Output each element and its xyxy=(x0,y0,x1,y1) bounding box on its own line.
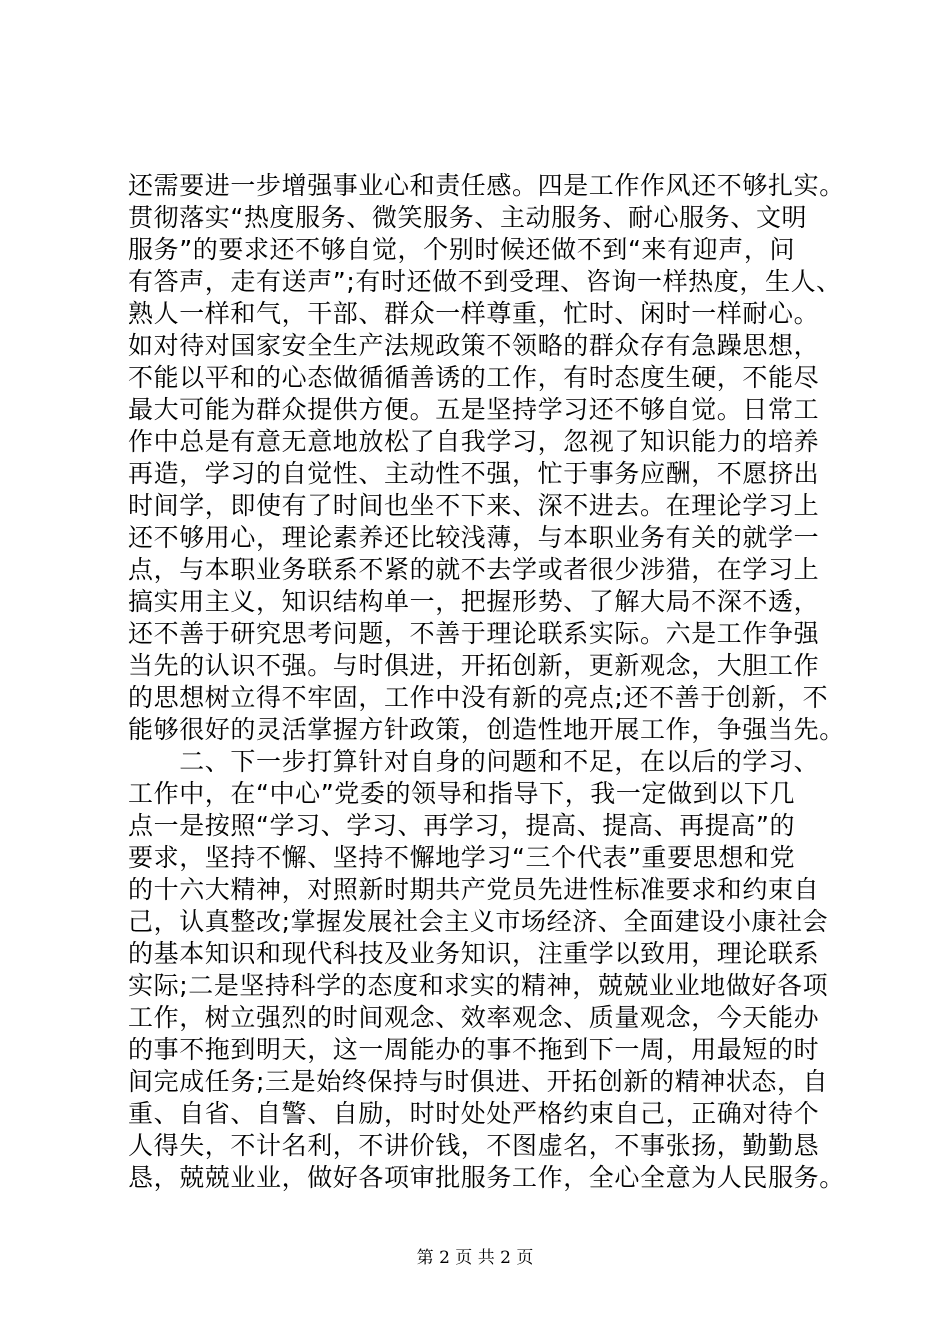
text-line: 搞实用主义，知识结构单一，把握形势、了解大局不深不透， xyxy=(128,587,820,616)
text-line: 的思想树立得不牢固，工作中没有新的亮点;还不善于创新，不 xyxy=(128,683,829,712)
text-line: 的十六大精神，对照新时期共产党员先进性标准要求和约束自 xyxy=(128,875,820,904)
text-line: 重、自省、自警、自励，时时处处严格约束自己，正确对待个 xyxy=(128,1099,820,1128)
text-line: 要求，坚持不懈、坚持不懈地学习“三个代表”重要思想和党 xyxy=(128,843,796,872)
text-line: 有答声，走有送声”;有时还做不到受理、咨询一样热度，生人、 xyxy=(128,267,842,296)
text-line: 点一是按照“学习、学习、再学习，提高、提高、再提高”的 xyxy=(128,811,796,840)
text-line: 能够很好的灵活掌握方针政策，创造性地开展工作，争强当先。 xyxy=(128,715,845,744)
text-line: 的事不拖到明天，这一周能办的事不拖到下一周，用最短的时 xyxy=(128,1035,820,1064)
text-line: 当先的认识不强。与时俱进，开拓创新，更新观念，大胆工作 xyxy=(128,651,820,680)
page-footer: 第 2 页 共 2 页 xyxy=(416,1248,534,1268)
text-line: 时间学，即使有了时间也坐不下来、深不进去。在理论学习上 xyxy=(128,491,820,520)
text-line: 熟人一样和气，干部、群众一样尊重，忙时、闲时一样耐心。 xyxy=(128,299,820,328)
text-line: 还不善于研究思考问题，不善于理论联系实际。六是工作争强 xyxy=(128,619,820,648)
text-line: 如对待对国家安全生产法规政策不领略的群众存有急躁思想， xyxy=(128,331,820,360)
text-line: 服务”的要求还不够自觉，个别时候还做不到“来有迎声，问 xyxy=(128,235,796,264)
text-line: 点，与本职业务联系不紧的就不去学或者很少涉猎，在学习上 xyxy=(128,555,820,584)
text-line: 贯彻落实“热度服务、微笑服务、主动服务、耐心服务、文明 xyxy=(128,203,808,232)
text-line: 人得失，不计名利，不讲价钱，不图虚名，不事张扬，勤勤恳 xyxy=(128,1131,820,1160)
text-line: 工作，树立强烈的时间观念、效率观念、质量观念，今天能办 xyxy=(128,1003,820,1032)
text-line: 二、下一步打算针对自身的问题和不足，在以后的学习、 xyxy=(128,747,820,776)
text-line: 最大可能为群众提供方便。五是坚持学习还不够自觉。日常工 xyxy=(128,395,820,424)
text-line: 实际;二是坚持科学的态度和求实的精神，兢兢业业地做好各项 xyxy=(128,971,829,1000)
text-line: 的基本知识和现代科技及业务知识，注重学以致用，理论联系 xyxy=(128,939,820,968)
text-line: 间完成任务;三是始终保持与时俱进、开拓创新的精神状态，自 xyxy=(128,1067,829,1096)
text-line: 恳，兢兢业业，做好各项审批服务工作，全心全意为人民服务。 xyxy=(128,1163,845,1192)
text-line: 作中总是有意无意地放松了自我学习，忽视了知识能力的培养 xyxy=(128,427,820,456)
text-line: 还不够用心，理论素养还比较浅薄，与本职业务有关的就学一 xyxy=(128,523,820,552)
text-line: 还需要进一步增强事业心和责任感。四是工作作风还不够扎实。 xyxy=(128,171,845,200)
text-line: 不能以平和的心态做循循善诱的工作，有时态度生硬，不能尽 xyxy=(128,363,820,392)
text-line: 己，认真整改;掌握发展社会主义市场经济、全面建设小康社会 xyxy=(128,907,829,936)
text-line: 工作中，在“中心”党委的领导和指导下，我一定做到以下几 xyxy=(128,779,796,808)
body-text xyxy=(128,170,845,1194)
text-line: 再造，学习的自觉性、主动性不强，忙于事务应酬，不愿挤出 xyxy=(128,459,820,488)
